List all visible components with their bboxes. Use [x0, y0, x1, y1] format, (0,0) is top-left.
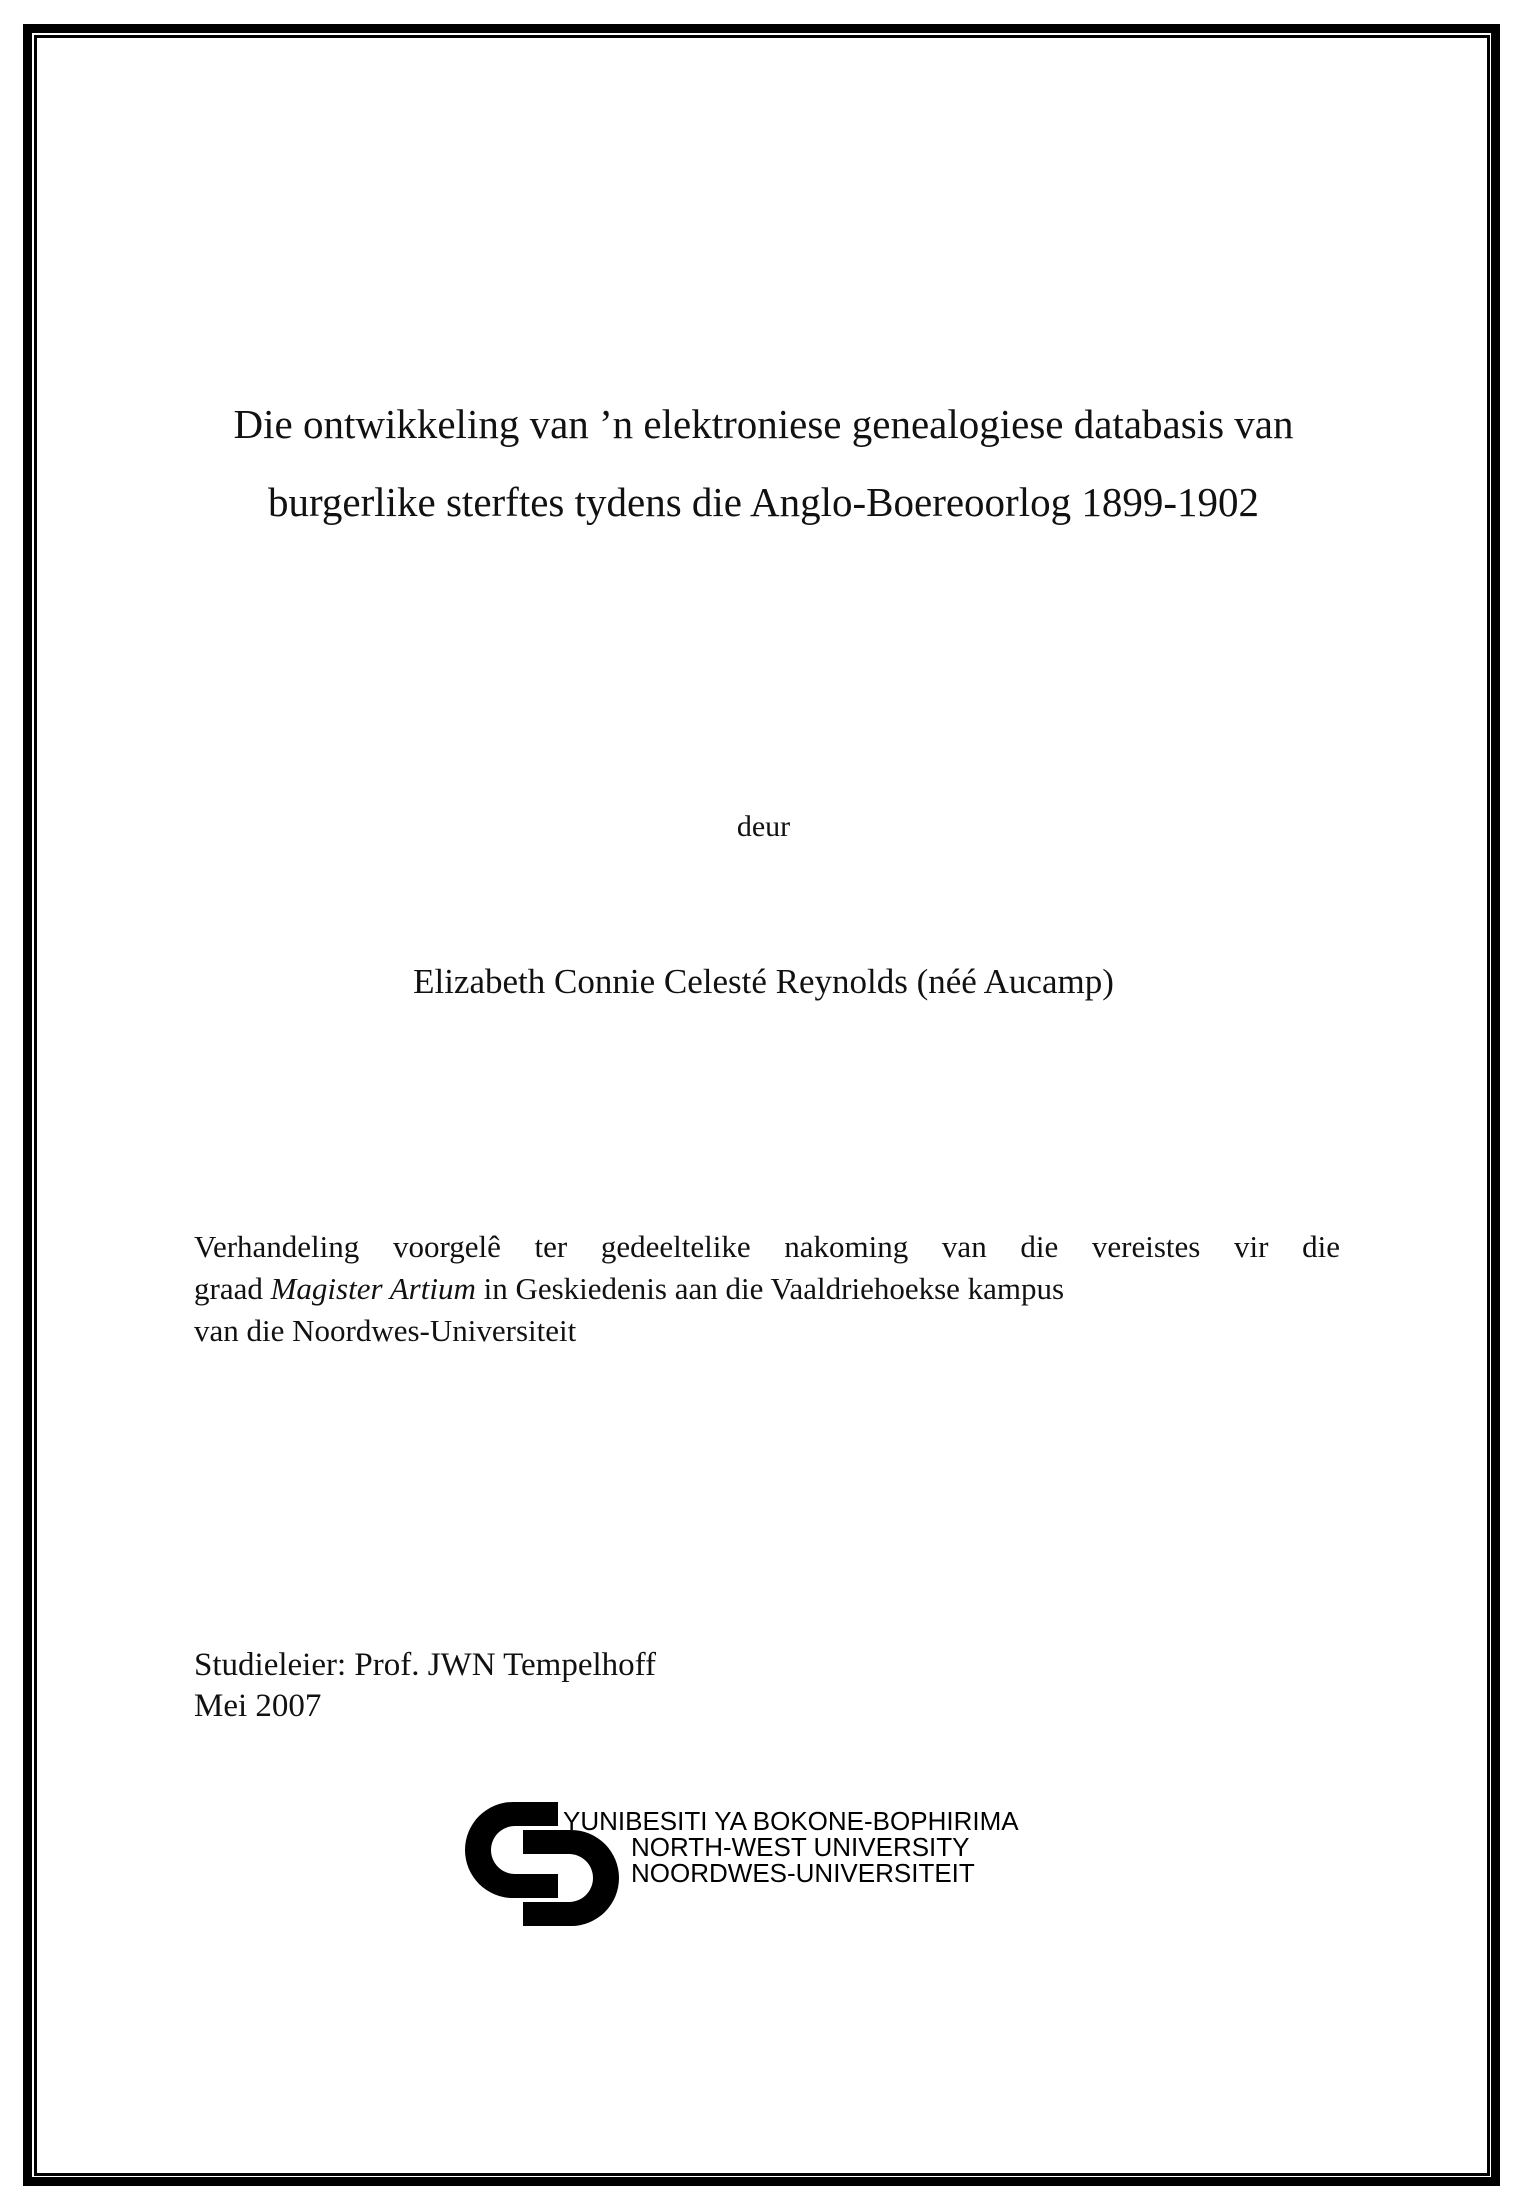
supervisor: Studieleier: Prof. JWN Tempelhoff [194, 1647, 657, 1683]
statement-suffix: in Geskiedenis aan die Vaaldriehoekse kampus [475, 1271, 1065, 1306]
logo-text-line-3: NOORDWES-UNIVERSITEIT [631, 1858, 975, 1888]
logo-text-line-2: NORTH-WEST UNIVERSITY [631, 1832, 970, 1862]
title-line-2: burgerlike sterftes tydens die Anglo-Boereoorlog 1899-1902 [267, 479, 1259, 525]
date: Mei 2007 [194, 1688, 322, 1724]
degree-name: Magister Artium [270, 1271, 476, 1306]
author-name: Elizabeth Connie Celesté Reynolds (néé Aucamp) [413, 962, 1114, 1001]
by-label: deur [736, 810, 791, 843]
title-line-1: Die ontwikkeling van ’n elektroniese genealogiese databasis van [233, 401, 1294, 447]
university-logo [463, 1800, 1063, 1930]
statement-line-3: van die Noordwes-Universiteit [194, 1313, 577, 1348]
statement-line-2 [194, 1268, 1340, 1310]
meta-block [194, 1645, 656, 1727]
dissertation-statement [194, 1226, 1340, 1352]
statement-line-1: Verhandeling voorgelê ter gedeeltelike nakoming van die vereistes vir die [194, 1229, 1340, 1264]
statement-prefix: graad [194, 1271, 271, 1306]
logo-text-line-1: YUNIBESITI YA BOKONE-BOPHIRIMA [563, 1806, 1019, 1836]
